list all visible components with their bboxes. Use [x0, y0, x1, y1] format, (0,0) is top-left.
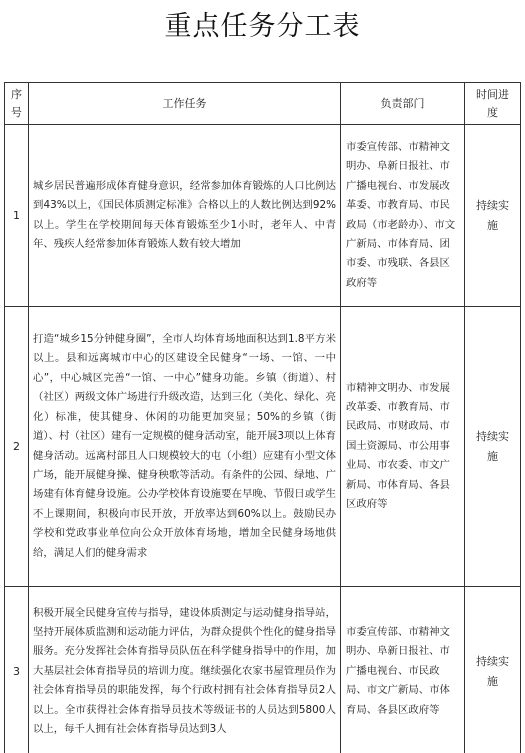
table-row — [5, 587, 521, 753]
time-schedule: 持续实施 — [476, 655, 509, 688]
table-header-row — [5, 83, 521, 125]
row-number: 2 — [5, 307, 29, 587]
responsible-departments: 市委宣传部、市精神文明办、阜新日报社、市广播电视台、市民政局、市文广新局、市体育局、各县区政府等 — [346, 625, 450, 716]
header-dept: 负责部门 — [341, 83, 465, 125]
responsible-departments: 市精神文明办、市发展改革委、市教育局、市民政局、市财政局、市国土资源局、市公用事业局、市农委、市文广新局、市体育局、各县区政府等 — [346, 381, 450, 511]
table-row — [5, 125, 521, 307]
row-number: 1 — [5, 125, 29, 307]
row-number: 3 — [5, 587, 29, 753]
responsible-departments: 市委宣传部、市精神文明办、阜新日报社、市广播电视台、市发展改革委、市教育局、市民政局（市老龄办）、市文广新局、市体育局、团市委、市残联、各县区政府等 — [346, 140, 456, 289]
task-description: 打造“城乡15分钟健身圈”，全市人均体育场地面积达到1.8平方米以上。县和远离城市中心的区建设全民健身“一场、一馆、一中心”，中心城区完善“一馆、一中心”健身功能。乡镇（街道）、村（社区）两级文体广场进行升级改造，达到三化（美化、绿化、亮化）标准，使其健身、休闲的功能更加突显；50%的乡镇（街道）、村（社区）建有一定规模的健身活动室，能开展3项以上体育健身活动。远离村部且人口规模较大的屯（小组）应建有小型文体广场，能开展健身操、健身秧歌等活动。有条件的公园、绿地、广场建有体育健身设施。公办学校体育设施要在早晚、节假日或学生不上课期间，积极向市民开放，开放率达到60%以上。鼓励民办学校和党政事业单位向公众开放体育场地，增加全民健身场地供给，满足人们的健身需求 — [33, 333, 336, 559]
header-time: 时间进度 — [465, 83, 521, 125]
header-num: 序号 — [5, 83, 29, 125]
time-schedule: 持续实施 — [476, 430, 509, 463]
time-schedule: 持续实施 — [476, 199, 509, 232]
document-title: 重点任务分工表 — [164, 11, 361, 42]
table-row — [5, 307, 521, 587]
header-task: 工作任务 — [29, 83, 341, 125]
task-description: 积极开展全民健身宣传与指导，建设体质测定与运动健身指导站，坚持开展体质监测和运动能力评估，为群众提供个性化的健身指导服务。充分发挥社会体育指导员队伍在科学健身指导中的作用，加大基层社会体育指导员的培训力度。继续强化农家书屋管理员作为社会体育指导员的职能发挥，每个行政村拥有社会体育指导员2人以上。全市获得社会体育指导员技术等级证书的人员达到5800人以上，每千人拥有社会体育指导员达到3人 — [33, 606, 336, 736]
task-table — [4, 82, 521, 753]
task-description: 城乡居民普遍形成体育健身意识，经常参加体育锻炼的人口比例达到43%以上，《国民体质测定标准》合格以上的人数比例达到92%以上。学生在学校期间每天体育锻炼至少1小时，老年人、中青年、残疾人经常参加体育锻炼人数有较大增加 — [33, 179, 336, 250]
